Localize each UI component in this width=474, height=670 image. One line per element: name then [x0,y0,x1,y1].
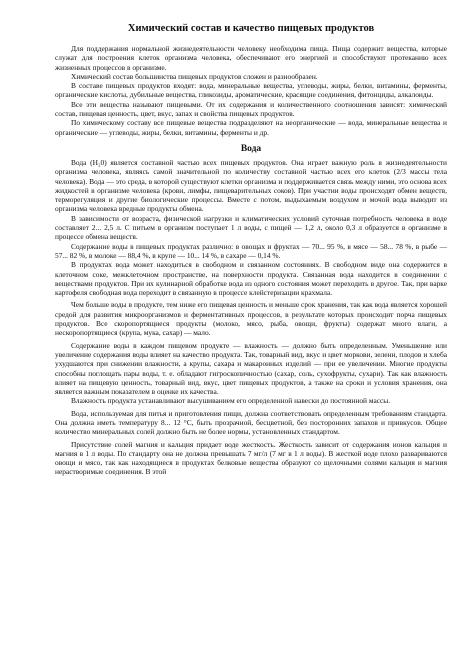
intro-paragraph: Химический состав большинства пищевых продуктов сложен и разнообразен. [71,71,318,81]
section-title-water: Вода [240,143,262,154]
document-title: Химический состав и качество пищевых продуктов [127,23,375,34]
intro-paragraph: Все эти вещества называют пищевыми. От их содержания и количественного соотношения зависят: химический состав, пищевая ценность, цвет, вкус, запах и свойства пищевых продуктов. [55,99,447,119]
water-paragraph: Присутствие солей магния и кальция придает воде жесткость. Жесткость зависит от содержания ионов кальция и магния в 1 л воды. По стандарту она не должна превышать 7 мг/л (7 мг в 1 л воды). В жесткой воде плохо развариваются овощи и мясо, так как находящиеся в продуктах белковые вещества образуют со щелочными солями кальция и магния нерастворимые соединения. В этой [55,439,447,477]
intro-paragraph: Для поддержания нормальной жизнедеятельности человеку необходима пища. Пища содержит вещества, которые служат для построения клеток организма человека, обеспечивают его энергией и способствуют протеканию всех жизненных процессов в организме. [55,44,447,72]
water-paragraph: Содержание воды в пищевых продуктах различно: в овощах и фруктах — 70... 95 %, в мясе — 58... 78 %, в рыбе — 57... 82 %, в молоке — 88,4 %, в крупе — 10... 14 %, в сахаре — 0,14 %. [55,241,447,260]
intro-paragraph: По химическому составу все пищевые вещества подразделяют на неорганические — вода, минеральные вещества и органические — углеводы, жиры, белки, витамины, ферменты и др. [55,118,447,137]
water-paragraph: Влажность продукта устанавливают высушиванием его определенной навески до постоянной массы. [71,396,391,406]
water-paragraph: Вода, используемая для питья и приготовления пищи, должна соответствовать определенным требованиям стандарта. Она должна иметь температуру 8... 12 °С, быть прозрачной, бесцветной, без посторонних запахов и привкусов. Общее количество минеральных солей должно быть не более нормы, установленных стандартом. [55,408,447,437]
water-paragraph: В продуктах вода может находиться в свободном и связанном состояниях. В свободном виде она содержится в клеточном соке, межклеточном пространстве, на поверхности продукта. Связанная вода находится в соединении с веществами продуктов. При их кулинарной обработке вода из одного состояния может переходить в другое. Так, при варке картофеля свободная вода переходит в связанную в процессе клейстеризации крахмала. [55,260,447,298]
water-paragraph: Содержание воды в каждом пищевом продукте — влажность — должно быть определенным. Уменьшение или увеличение содержания воды влияет на качество продукта. Так, товарный вид, вкус и цвет моркови, зелени, плодов и хлеба ухудшаются при снижении влажности, а крупы, сахара и макаронных изделий — при ее увеличении. Многие продукты способны поглощать пары воды, т. е. обладают гигроскопичностью (сахар, соль, сухофрукты, сухари). Так как влажность влияет на пищевую ценность, товарный вид, вкус, цвет пищевых продуктов, а также на сроки и условия хранения, она является важным показателем в оценке их качества. [55,340,447,397]
document-page [55,22,447,477]
water-paragraph: В зависимости от возраста, физической нагрузки и климатических условий суточная потребность человека в воде составляет 2... 2,5 л. С питьем в организм поступает 1 л воды, с пищей — 1,2 л, около 0,3 л образуется в организме в процессе обмена веществ. [55,213,447,242]
water-paragraph: Вода (H₂0) является составной частью всех пищевых продуктов. Она играет важную роль в жизнедеятельности организма человека, являясь самой значительной по количеству составной частью всех его клеток (2/3 массы тела человека). Вода — это среда, в которой существуют клетки организма и поддерживается связь между ними, это основа всех жидкостей в организме человека (крови, лимфы, пищеварительных соков). При участии воды происходят обмен веществ, терморегуляция и другие биологические процессы. Вместе с потом, выдыхаемым воздухом и мочой вода выводит из организма человека вредные продукты обмена. [55,157,447,214]
water-paragraph: Чем больше воды в продукте, тем ниже его пищевая ценность и меньше срок хранения, так как вода является хорошей средой для развития микроорганизмов и ферментативных процессов, в результате которых происходит порча пищевых продуктов. Все скоропортящиеся продукты (молоко, мясо, рыба, овощи, фрукты) содержат много влаги, а нескоропортящиеся (крупа, мука, сахар) — мало. [55,300,447,338]
intro-paragraph: В составе пищевых продуктов входят: вода, минеральные вещества, углеводы, жиры, белки, витамины, ферменты, органические кислоты, дубильные вещества, гликозиды, ароматические, красящие соединения, фитонциды, алкалоиды. [55,81,447,100]
